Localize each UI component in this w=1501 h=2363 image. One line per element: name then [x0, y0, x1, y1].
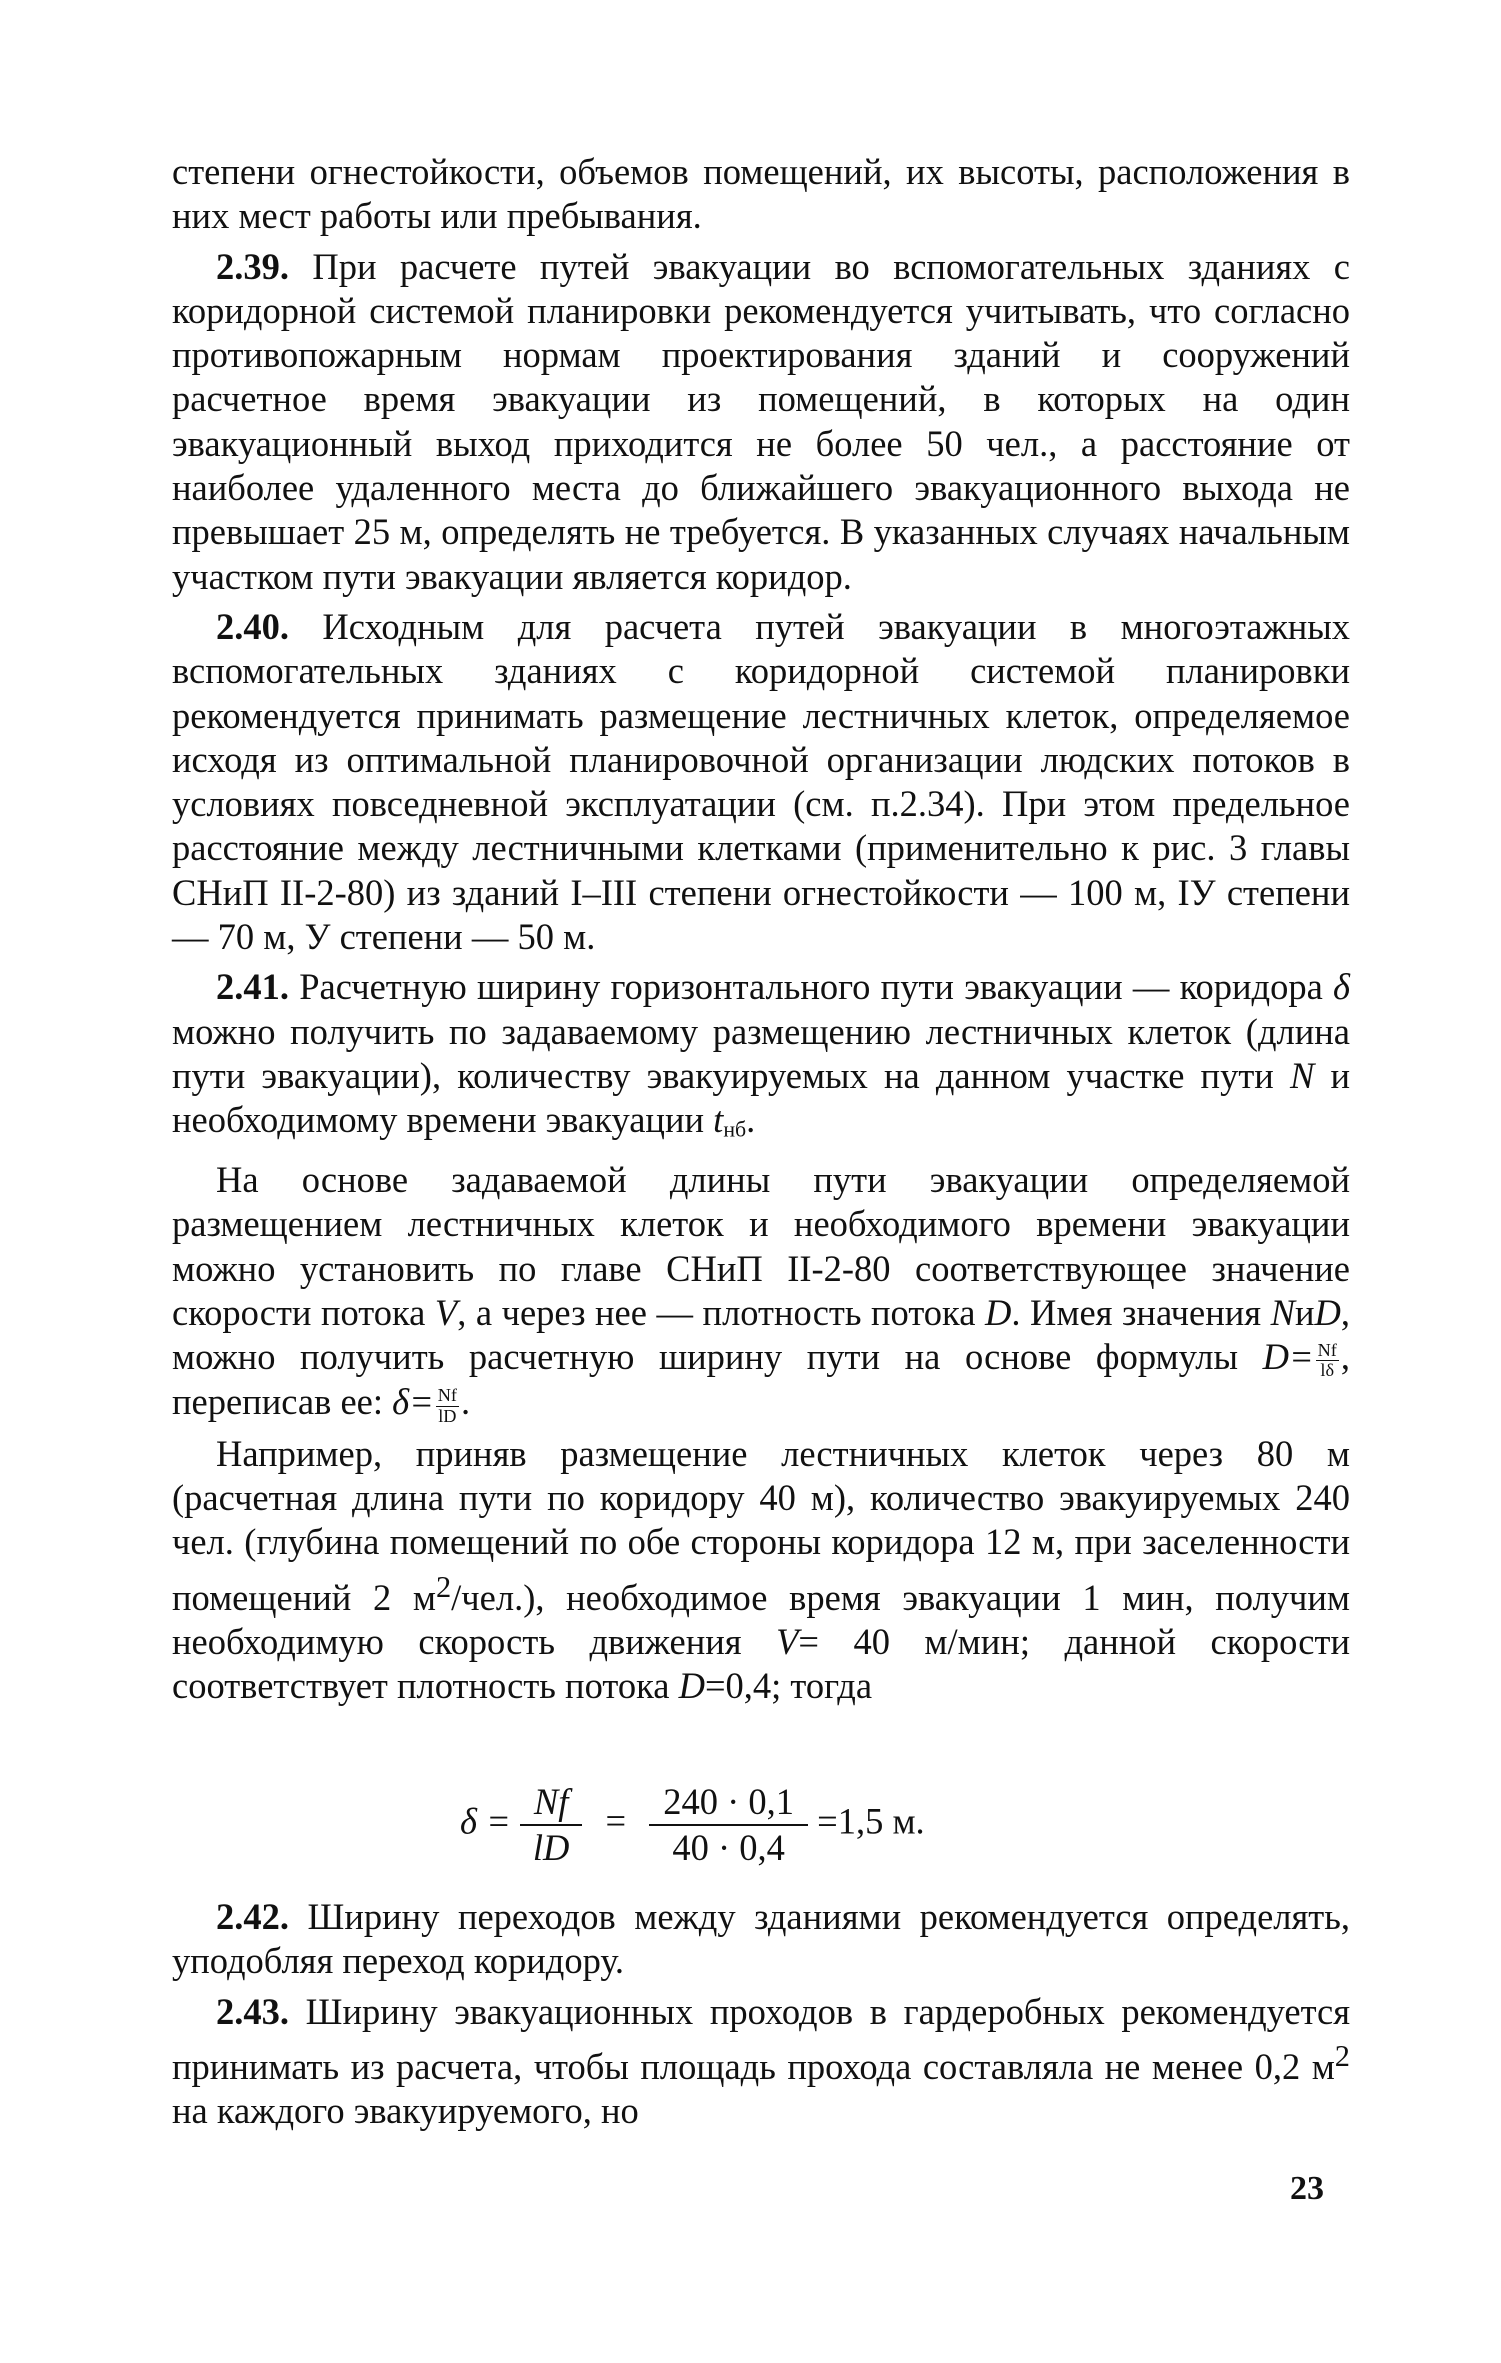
- paragraph-text: При расчете путей эвакуации во вспомогательных зданиях с коридорной системой планировки рекомендуется учитывать, что согласно противопожарным нормам проектирования зданий и сооружений расчетное время эвакуации из помещений, в которых на один эвакуационный выход приходится не более 50 чел., а расстояние от наиболее удаленного места до ближайшего эвакуационного выхода не превышает 25 м, определять не требуется. В указанных случаях начальным участком пути эвакуации является коридор.: [172, 245, 1350, 597]
- paragraph-text: и необходимому времени эвакуации: [172, 1054, 1351, 1141]
- symbol-d: D: [984, 1291, 1012, 1333]
- paragraph-continuation: [172, 150, 1350, 239]
- paragraph-text: /чел.), необходимое время эвакуации 1 мин, получим необходимую скорость движения: [172, 1576, 1350, 1662]
- paragraph-text: на каждого эвакуируемого, но: [172, 2090, 639, 2132]
- paragraph-text: .: [746, 1099, 756, 1141]
- clause-number: 2.42.: [216, 1896, 289, 1937]
- symbol-n: N: [1270, 1291, 1295, 1333]
- symbol-subscript: нб: [723, 1116, 747, 1142]
- page-number: 23: [1290, 2170, 1324, 2207]
- fraction-denominator: 40 · 0,4: [672, 1827, 785, 1868]
- paragraph-text: , переписав ее:: [172, 1336, 1351, 1423]
- fraction-denominator: lD: [438, 1405, 457, 1426]
- fraction-denominator: lD: [532, 1827, 570, 1868]
- symbol-d: D: [678, 1665, 705, 1707]
- formula-equals: =: [605, 1800, 627, 1842]
- fraction-denominator: lδ: [1320, 1360, 1335, 1381]
- body-text: [172, 150, 1350, 1709]
- symbol-v: V: [434, 1291, 458, 1333]
- paragraph-text: .: [461, 1381, 471, 1423]
- fraction-numerator: 240 · 0,1: [649, 1780, 808, 1826]
- paragraph-text: Ширину переходов между зданиями рекомендуется определять, уподобляя переход коридору.: [172, 1896, 1351, 1982]
- display-formula: [460, 1780, 1080, 1880]
- paragraph-text: степени огнестойкости, объемов помещений, их высоты, расположения в них мест работы или пребывания.: [172, 151, 1350, 237]
- symbol-v: V: [776, 1621, 799, 1662]
- paragraph-example: [172, 1432, 1350, 1709]
- paragraph-text: Ширину эвакуационных проходов в гардеробных рекомендуется принимать из расчета, чтобы площадь прохода составляла не менее 0,2 м: [172, 1990, 1350, 2088]
- paragraph-text: , а через нее — плотность потока: [457, 1291, 976, 1333]
- inline-fraction: [1316, 1341, 1339, 1380]
- paragraph-2-39: [172, 245, 1350, 599]
- symbol-delta: δ: [1333, 966, 1351, 1008]
- symbol-n: N: [1289, 1054, 1315, 1096]
- formula-lhs: δ =: [460, 1800, 511, 1842]
- formula-fraction-numeric: [649, 1780, 808, 1870]
- body-text-tail: [172, 1895, 1350, 2134]
- paragraph-2-40: [172, 605, 1350, 959]
- formula-result: =1,5 м.: [817, 1800, 925, 1842]
- paragraph-text: можно получить по задаваемому размещению лестничных клеток (длина пути эвакуации), количеству эвакуируемых на данном участке пути: [172, 1010, 1350, 1096]
- paragraph-formula-intro: [172, 1158, 1350, 1426]
- fraction-numerator: Nf: [1317, 1340, 1337, 1361]
- paragraph-text: Например, приняв размещение лестничных клеток через 80 м (расчетная длина пути по коридору 40 м), количество эвакуируемых 240 чел. (глубина помещений по обе стороны коридора 12 м, при заселенности помещений 2 м: [172, 1432, 1350, 1618]
- paragraph-text: Расчетную ширину горизонтального пути эвакуации — коридора: [299, 966, 1323, 1008]
- symbol-t: t: [713, 1099, 724, 1141]
- clause-number: 2.40.: [216, 605, 289, 647]
- paragraph-text: На основе задаваемой длины пути эвакуации определяемой размещением лестничных клеток и необходимого времени эвакуации можно установить по главе СНиП II-2-80 соответствующее значение скорости потока: [172, 1158, 1350, 1333]
- clause-number: 2.39.: [216, 245, 289, 287]
- paragraph-text: , можно получить расчетную ширину пути на основе формулы: [172, 1291, 1351, 1378]
- paragraph-text: и: [1295, 1291, 1315, 1333]
- formula-fraction-symbolic: [520, 1780, 583, 1870]
- inline-formula-lhs: D=: [1262, 1336, 1314, 1378]
- paragraph-text: . Имея значения: [1011, 1291, 1262, 1333]
- paragraph-2-42: [172, 1895, 1350, 1984]
- fraction-numerator: Nf: [520, 1780, 583, 1826]
- inline-fraction: [436, 1386, 459, 1425]
- paragraph-2-43: [172, 1990, 1350, 2134]
- inline-formula-lhs: δ=: [392, 1381, 434, 1423]
- symbol-d: D: [1314, 1291, 1341, 1333]
- clause-number: 2.41.: [216, 966, 289, 1008]
- paragraph-text: = 40 м/мин; данной скорости соответствует плотность потока: [172, 1621, 1350, 1707]
- paragraph-2-41: [172, 965, 1350, 1152]
- superscript: 2: [1334, 2038, 1350, 2073]
- clause-number: 2.43.: [216, 1990, 289, 2032]
- fraction-numerator: Nf: [437, 1385, 457, 1406]
- superscript: 2: [435, 1569, 452, 1604]
- paragraph-text: =0,4; тогда: [704, 1665, 873, 1707]
- paragraph-text: Исходным для расчета путей эвакуации в многоэтажных вспомогательных зданиях с коридорной системой планировки рекомендуется принимать размещение лестничных клеток, определяемое исходя из оптимальной планировочной организации людских потоков в условиях повседневной эксплуатации (см. п.2.34). При этом предельное расстояние между лестничными клетками (применительно к рис. 3 главы СНиП II-2-80) из зданий I–III степени огнестойкости — 100 м, IУ степени — 70 м, У степени — 50 м.: [172, 605, 1350, 958]
